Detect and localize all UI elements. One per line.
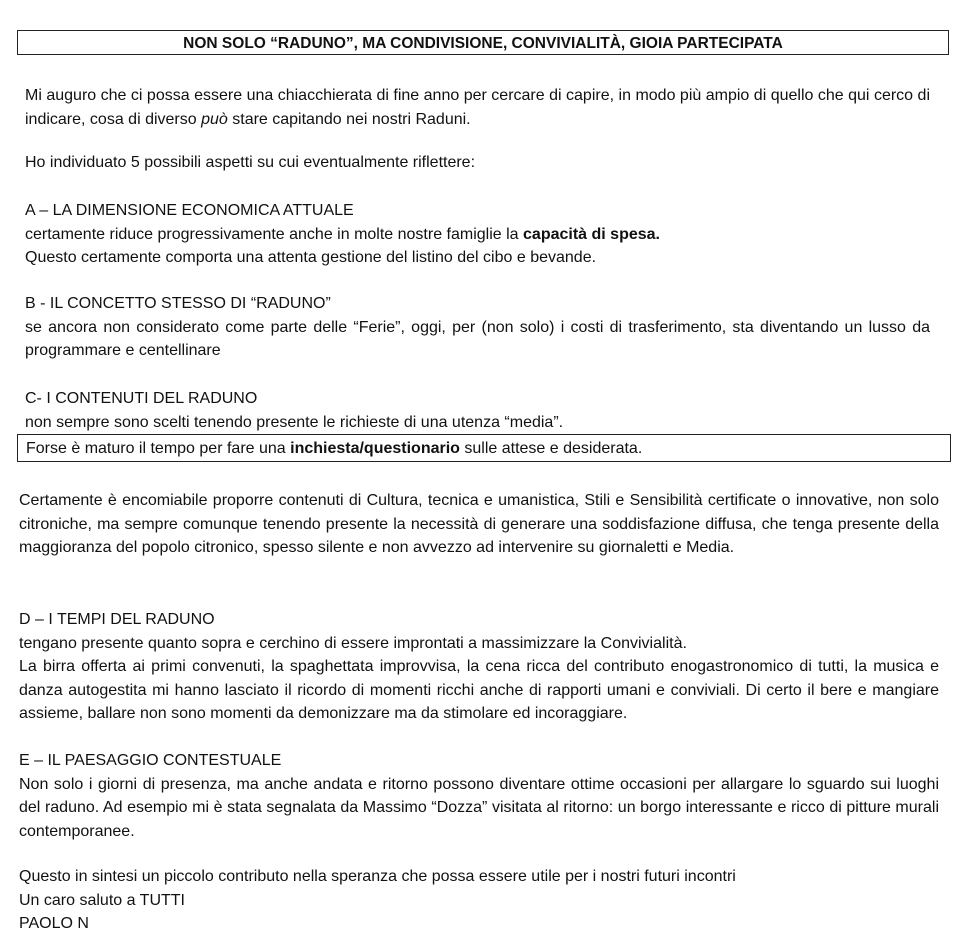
questionnaire-bold: inchiesta/questionario	[290, 440, 460, 457]
intro-text-part2: stare capitando nei nostri Raduni.	[227, 110, 471, 128]
section-d-line1: tengano presente quanto sopra e cerchino di essere improntati a massimizzare la Convivialità.	[19, 634, 687, 652]
questionnaire-box	[17, 434, 951, 462]
closing-line1: Questo in sintesi un piccolo contributo nella speranza che possa essere utile per i nostri futuri incontri	[19, 868, 736, 885]
section-a-bold: capacità di spesa.	[523, 225, 660, 243]
section-e	[19, 749, 939, 843]
section-a-line2: Questo certamente comporta una attenta gestione del listino del cibo e bevande.	[25, 249, 597, 266]
intro-paragraph	[25, 84, 930, 131]
section-b-heading: B - IL CONCETTO STESSO DI “RADUNO”	[25, 295, 331, 312]
section-b-body: se ancora non considerato come parte delle “Ferie”, oggi, per (non solo) i costi di trasferimento, sta diventando un lusso da programmare e centellinare	[25, 318, 930, 359]
section-d-body: La birra offerta ai primi convenuti, la spaghettata improvvisa, la cena ricca del contributo enogastronomico di tutti, la musica e danza autogestita mi hanno lasciato il ricordo di momenti ricchi anche di rapporti umani e conviviali. Di certo il bere e mangiare assieme, ballare non sono momenti da demonizzare ma da stimolare ed incoraggiare.	[19, 658, 939, 722]
section-e-heading: E – IL PAESAGGIO CONTESTUALE	[19, 752, 282, 769]
closing-greeting: Un caro saluto a TUTTI	[19, 891, 185, 909]
section-d	[19, 608, 939, 726]
section-a-line1-text: certamente riduce progressivamente anche in molte nostre famiglie la	[25, 225, 524, 243]
section-e-body: Non solo i giorni di presenza, ma anche andata e ritorno possono diventare ottime occasioni per allargare lo sguardo sui luoghi del raduno. Ad esempio mi è stata segnalata da Massimo “Dozza” visitata al ritorno: un borgo interessante e ricco di pitture murali contemporanee.	[19, 775, 939, 840]
certamente-paragraph: Certamente è encomiabile proporre contenuti di Cultura, tecnica e umanistica, Stili e Sensibilità certificate o innovative, non solo citroniche, ma sempre comunque tenendo presente la necessità di generare una soddisfazione diffusa, che tenga presente della maggioranza del popolo citronico, spesso silente e non avvezzo ad intervenire su giornaletti e Media.	[19, 492, 939, 556]
intro-emphasis: può	[201, 110, 228, 128]
aspects-intro: Ho individuato 5 possibili aspetti su cui eventualmente riflettere:	[25, 154, 476, 171]
section-b	[25, 292, 930, 363]
section-a	[25, 199, 930, 270]
section-d-heading: D – I TEMPI DEL RADUNO	[19, 611, 215, 628]
questionnaire-text-pre: Forse è maturo il tempo per fare una	[26, 440, 291, 457]
signature: PAOLO N	[19, 915, 89, 932]
section-c-body: non sempre sono scelti tenendo presente le richieste di una utenza “media”.	[25, 413, 564, 431]
intro-text-part1: Mi auguro che ci possa essere una chiacchierata di fine anno per cercare di capire, in modo più ampio di quello che qui cerco di indicare, cosa di diverso	[25, 87, 930, 128]
section-a-line1	[25, 223, 930, 247]
section-c	[25, 387, 930, 434]
section-a-heading: A – LA DIMENSIONE ECONOMICA ATTUALE	[25, 202, 354, 219]
document-title: NON SOLO “RADUNO”, MA CONDIVISIONE, CONVIVIALITÀ, GIOIA PARTECIPATA	[17, 30, 949, 55]
questionnaire-text-post: sulle attese e desiderata.	[459, 440, 643, 457]
closing	[19, 865, 939, 936]
section-c-heading: C- I CONTENUTI DEL RADUNO	[25, 390, 258, 407]
